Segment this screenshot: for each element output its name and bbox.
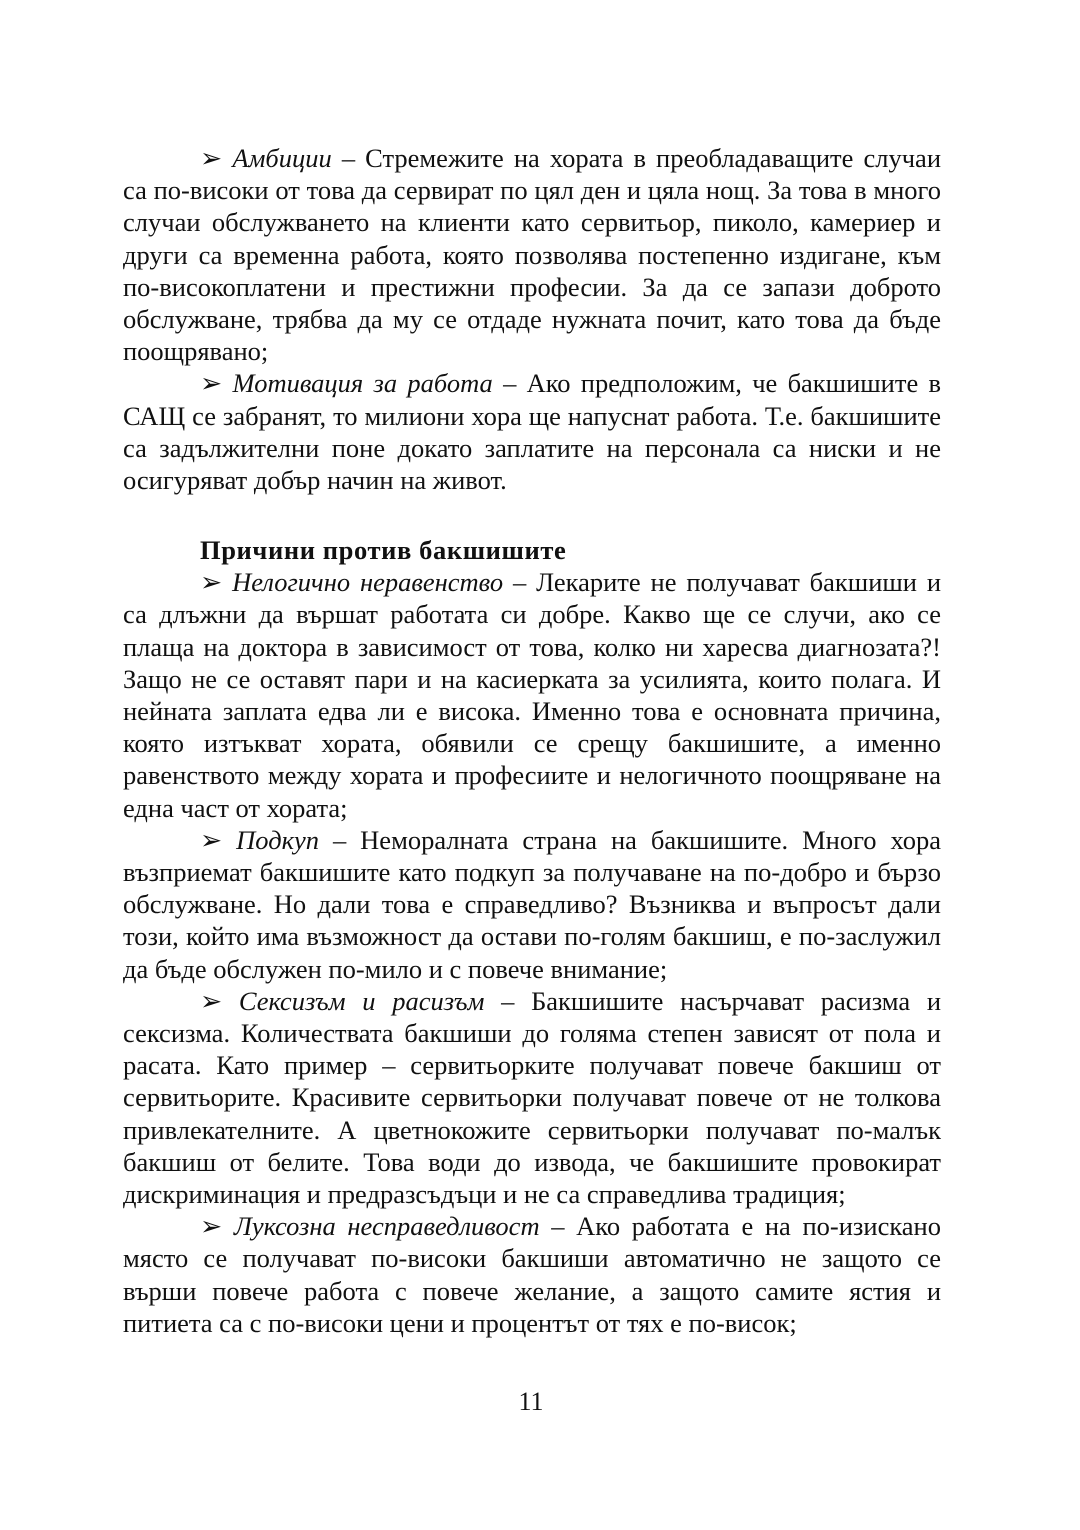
section-cons — [123, 534, 941, 1339]
list-item-illogical-inequality — [123, 566, 941, 824]
list-item-luxury-injustice — [123, 1210, 941, 1339]
item-term: Сексизъм и расизъм — [238, 985, 485, 1016]
item-term: Амбиции — [232, 143, 332, 173]
list-item-work-motivation — [123, 367, 941, 496]
arrowhead-bullet-icon: ➢ — [200, 824, 223, 855]
item-term: Подкуп — [236, 824, 320, 855]
section-heading: Причини против бакшишите — [200, 535, 567, 565]
arrowhead-bullet-icon: ➢ — [200, 368, 223, 399]
item-text: – Стремежите на хората в преобладаващите случаи са по-високи от това да сервират по цял ден и цяла нощ. За това в много случаи обслужването на клиенти като сервитьор, пиколо, камериер и други са временна работа, която позволява постепенно издигане, към по-високоплатени и престижни професии. За да се запази доброто обслужване, трябва да му се отдаде нужната почит, като това да бъде поощрявано; — [123, 143, 941, 367]
section-pros-continued — [123, 142, 941, 496]
list-item-ambitions — [123, 142, 941, 367]
arrowhead-bullet-icon: ➢ — [200, 985, 223, 1016]
list-item-sexism-racism — [123, 985, 941, 1210]
item-text: – Ако работата е на по-изискано място се получават по-високи бакшиши автоматично не защото се върши повече работа с повече желание, а защото самите ястия и питиета са с по-високи цени и процентът от тях е по-висок; — [123, 1211, 941, 1338]
arrowhead-bullet-icon: ➢ — [200, 567, 223, 598]
arrowhead-bullet-icon: ➢ — [200, 1211, 223, 1242]
item-text: – Лекарите не получават бакшиши и са длъжни да вършат работата си добре. Какво ще се случи, ако се плаща на доктора в зависимост от това, колко ни харесва диагнозата?! Защо не се оставят пари и на касиерката за усилията, които полага. И нейната заплата едва ли е висока. Именно това е основната причина, която изтъкват хората, обявили се срещу бакшишите, а именно равенството между хората и професиите и нелогичното поощряване на една част от хората; — [123, 567, 942, 823]
page-number: 11 — [518, 1387, 544, 1416]
item-text: – Ако предположим, че бакшишите в САЩ се забранят, то милиони хора ще напуснат работа. Т.е. бакшишите са задължителни поне докато заплатите на персонала са ниски и не осигуряват добър начин на живот. — [123, 368, 941, 496]
item-term: Нелогично неравенство — [232, 567, 504, 598]
item-term: Луксозна несправедливост — [233, 1211, 540, 1242]
item-text: – Неморалната страна на бакшишите. Много хора възприемат бакшишите като подкуп за получаване на по-добро и бързо обслужване. Но дали това е справедливо? Възниква и въпросът дали този, който има възможност да остави по-голям бакшиш, е по-заслужил да бъде обслужен по-мило и с повече внимание; — [123, 824, 941, 984]
item-term: Мотивация за работа — [232, 368, 493, 399]
item-text: – Бакшишите насърчават расизма и сексизма. Количествата бакшиши до голяма степен зависят от пола и расата. Като пример – сервитьорките получават повече бакшиш от сервитьорите. Красивите сервитьорки получават повече от не толкова привлекателните. А цветнокожите сервитьорки получават по-малък бакшиш от белите. Това води до извода, че бакшишите провокират дискриминация и предразсъдъци и не са справедлива традиция; — [123, 985, 942, 1210]
list-item-bribery — [123, 824, 941, 985]
arrowhead-bullet-icon: ➢ — [200, 143, 223, 173]
